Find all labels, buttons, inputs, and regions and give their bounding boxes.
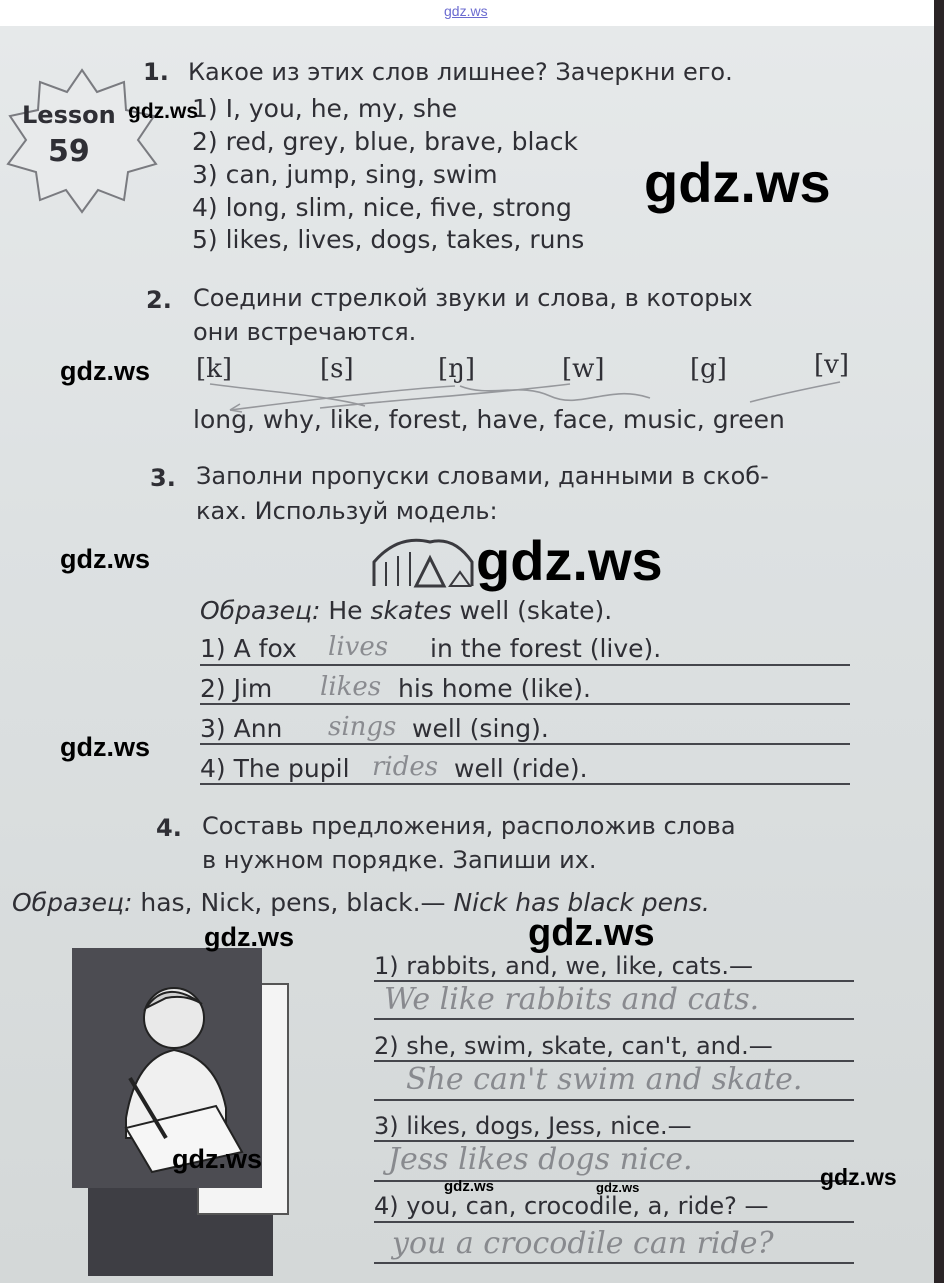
ex4-item-2-task: 2) she, swim, skate, can't, and.— <box>374 1032 773 1060</box>
ex2-words: long, why, like, forest, have, face, music, green <box>193 405 785 434</box>
ex3-sample-post: well (skate). <box>459 596 613 625</box>
ex2-number: 2. <box>146 286 172 314</box>
ex2-sound-s: [s] <box>320 354 354 384</box>
ex1-prompt: Какое из этих слов лишнее? Зачеркни его. <box>188 58 733 86</box>
watermark-large: gdz.ws <box>644 151 831 214</box>
watermark: gdz.ws <box>60 544 151 574</box>
ex4-sample-answer: Nick has black pens. <box>453 888 710 917</box>
ex4-task-line-4 <box>374 1221 854 1223</box>
watermark: gdz.ws <box>60 356 151 386</box>
ex4-prompt-line2: в нужном порядке. Запиши их. <box>202 846 597 874</box>
ex3-line-3 <box>200 743 850 745</box>
watermark-small: gdz.ws <box>444 1178 495 1195</box>
watermark: gdz.ws <box>204 922 295 952</box>
ex4-item-4-task: 4) you, can, crocodile, a, ride? — <box>374 1192 769 1220</box>
model-icon <box>368 532 480 590</box>
ex3-item-2-pre: 2) Jim <box>200 674 273 703</box>
watermark: gdz.ws <box>172 1144 263 1174</box>
ex3-line-4 <box>200 783 850 785</box>
ex1-item-1: 1) I, you, he, my, she <box>192 94 458 123</box>
ex3-line-1 <box>200 664 850 666</box>
ex4-sample-words: has, Nick, pens, black.— <box>140 888 446 917</box>
watermark: gdz.ws <box>528 912 655 954</box>
watermark: gdz.ws <box>60 732 151 762</box>
ex3-item-1-answer: lives <box>328 632 389 662</box>
ex3-item-3-answer: sings <box>328 712 397 742</box>
ex3-sample-pre: He <box>328 596 363 625</box>
ex2-prompt-line1: Соедини стрелкой звуки и слова, в которых <box>193 284 753 312</box>
ex1-number: 1. <box>143 58 169 86</box>
ex4-item-2-answer: She can't swim and skate. <box>406 1062 803 1097</box>
ex3-sample-word: skates <box>370 596 452 625</box>
ex2-sound-g: [g] <box>690 354 727 384</box>
ex3-item-3-pre: 3) Ann <box>200 714 283 743</box>
watermark-large: gdz.ws <box>476 529 663 592</box>
ex3-item-1-post: in the forest (live). <box>430 634 662 663</box>
page-edge-shadow <box>934 0 944 1283</box>
ex4-item-1-answer: We like rabbits and cats. <box>384 982 760 1017</box>
ex4-answer-line-2 <box>374 1099 854 1101</box>
ex4-item-1-task: 1) rabbits, and, we, like, cats.— <box>374 952 754 980</box>
watermark: gdz.ws <box>820 1164 897 1190</box>
ex3-item-4-post: well (ride). <box>454 754 588 783</box>
ex2-sound-ng: [ŋ] <box>438 354 476 384</box>
ex4-prompt-line1: Составь предложения, расположив слова <box>202 812 736 840</box>
ex3-item-4-answer: rides <box>372 752 439 782</box>
ex3-item-2-answer: likes <box>320 672 382 702</box>
ex2-prompt-line2: они встречаются. <box>193 318 417 346</box>
ex3-line-2 <box>200 703 850 705</box>
arrow-v <box>750 382 840 402</box>
watermark-small: gdz.ws <box>596 1180 640 1195</box>
watermark: gdz.ws <box>128 100 199 123</box>
lesson-label: Lesson <box>22 101 116 129</box>
ex1-item-5: 5) likes, lives, dogs, takes, runs <box>192 225 585 254</box>
ex3-number: 3. <box>150 464 176 492</box>
ex2-sound-k: [k] <box>196 354 233 384</box>
ex4-item-3-task: 3) likes, dogs, Jess, nice.— <box>374 1112 692 1140</box>
lesson-number: 59 <box>48 134 90 169</box>
ex3-prompt-line2: ках. Используй модель: <box>196 497 498 525</box>
ex3-prompt-line1: Заполни пропуски словами, данными в скоб- <box>196 462 769 490</box>
ex2-sound-v: [v] <box>814 350 849 380</box>
ex1-item-2: 2) red, grey, blue, brave, black <box>192 127 578 156</box>
ex2-sound-w: [w] <box>562 354 605 384</box>
ex3-item-2-post: his home (like). <box>398 674 591 703</box>
ex1-item-3: 3) can, jump, sing, swim <box>192 160 498 189</box>
ex3-item-1-pre: 1) A fox <box>200 634 297 663</box>
boy-writing-illustration <box>66 938 291 1278</box>
ex3-sample <box>200 596 612 625</box>
ex4-number: 4. <box>156 814 182 842</box>
ex4-item-4-answer: you a crocodile can ride? <box>392 1226 774 1261</box>
ex3-sample-label: Образец: <box>200 596 321 625</box>
ex4-item-3-answer: Jess likes dogs nice. <box>388 1142 693 1177</box>
ex4-sample-label: Образец: <box>12 888 133 917</box>
ex3-item-4-pre: 4) The pupil <box>200 754 350 783</box>
ex4-answer-line-4 <box>374 1262 854 1264</box>
top-watermark-link[interactable]: gdz.ws <box>444 3 488 19</box>
ex1-item-4: 4) long, slim, nice, five, strong <box>192 193 572 222</box>
ex4-answer-line-1 <box>374 1018 854 1020</box>
ex3-item-3-post: well (sing). <box>412 714 549 743</box>
